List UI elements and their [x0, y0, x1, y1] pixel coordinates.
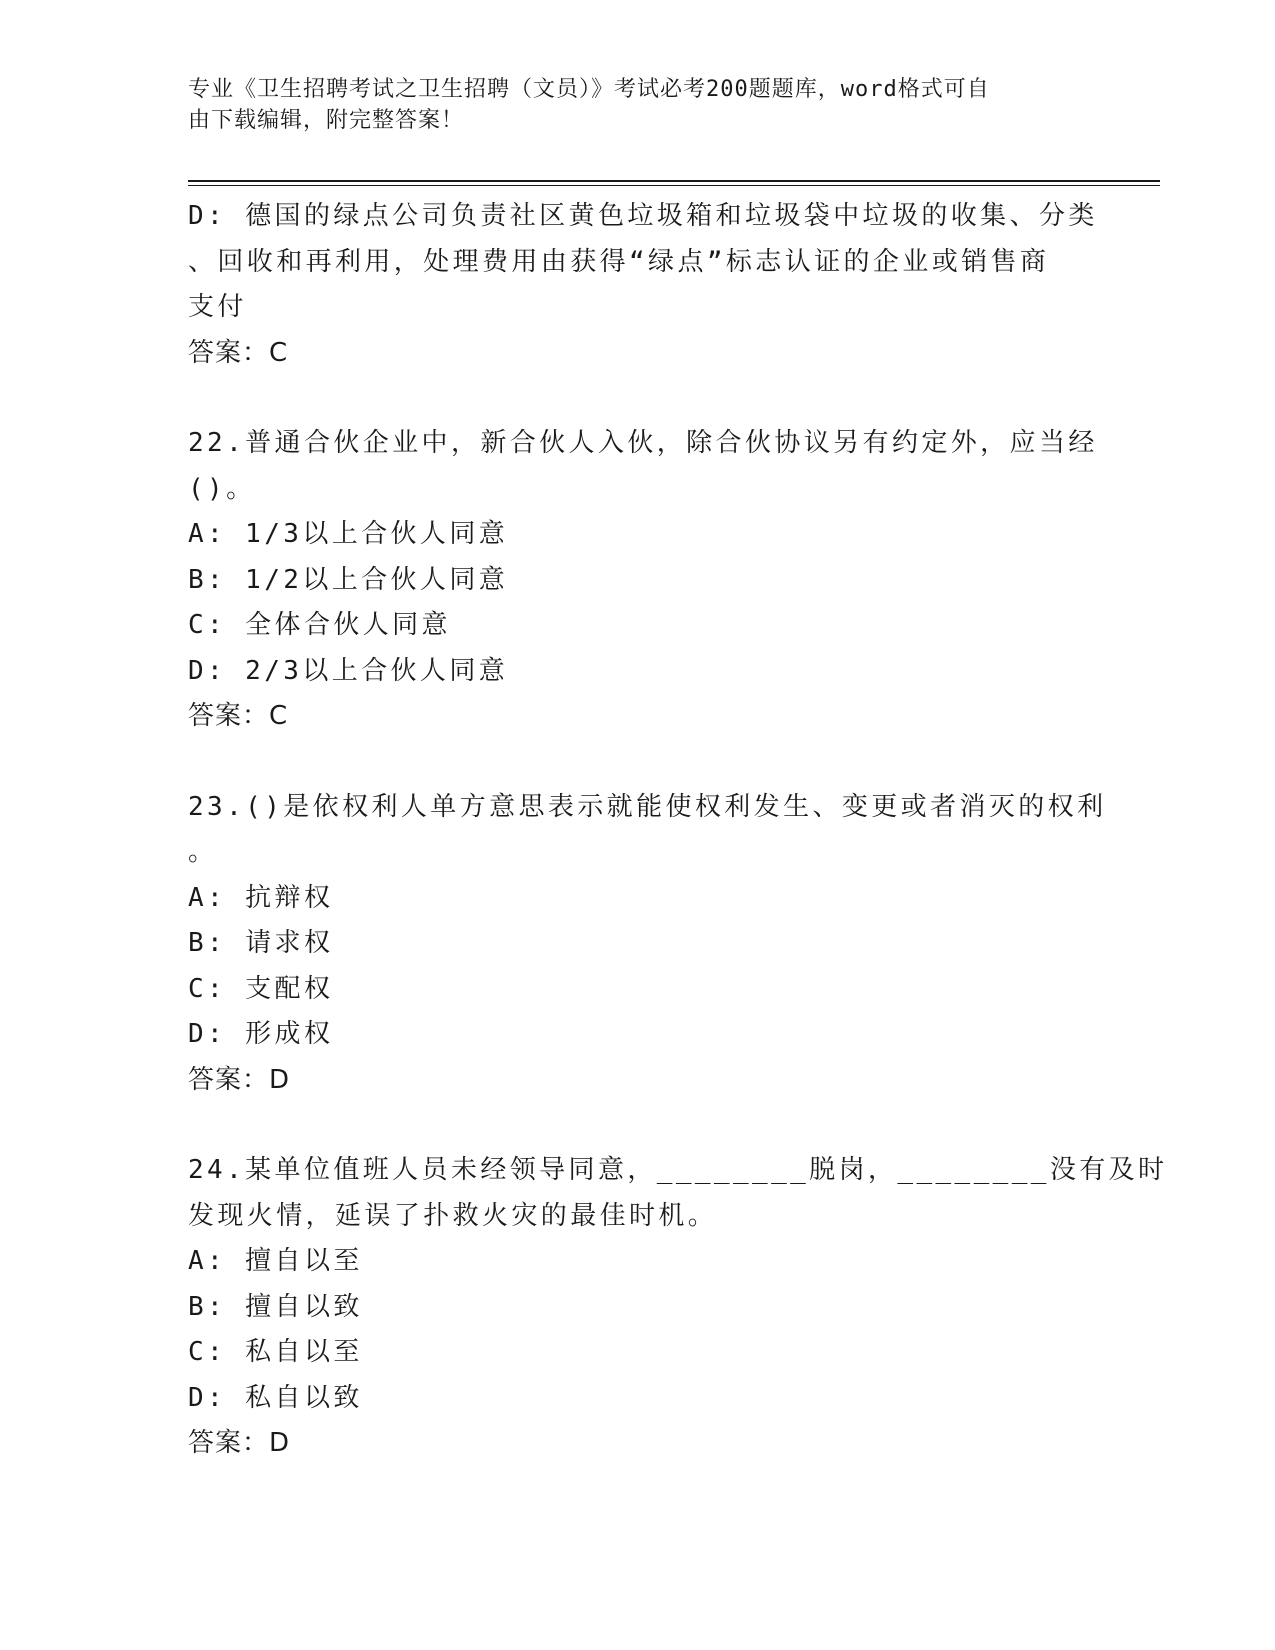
option-a: A: 抗辩权 — [188, 882, 334, 913]
header-line: 专业《卫生招聘考试之卫生招聘（文员）》考试必考200题题库，word格式可自 — [188, 77, 990, 102]
question-stem: 24.某单位值班人员未经领导同意，________脱岗，________没有及时 — [188, 1155, 1168, 1185]
option-b: B: 请求权 — [188, 928, 334, 958]
header-line: 由下载编辑，附完整答案！ — [188, 108, 465, 133]
answer-text: 答案：D — [188, 1064, 291, 1095]
option-c: C: 全体合伙人同意 — [188, 610, 451, 640]
document-header — [188, 74, 1068, 136]
option-d: D: 私自以致 — [188, 1382, 363, 1413]
question-stem: 22.普通合伙企业中，新合伙人入伙，除合伙协议另有约定外，应当经 — [188, 428, 1098, 458]
question-item — [188, 785, 1107, 1104]
option-d: D: 2/3以上合伙人同意 — [188, 655, 509, 686]
spacer — [188, 1103, 1088, 1148]
option-c: C: 支配权 — [188, 973, 334, 1004]
option-b: B: 擅自以致 — [188, 1291, 363, 1322]
question-stem: ()。 — [188, 473, 256, 504]
spacer — [188, 740, 1088, 785]
option-text: D: 德国的绿点公司负责社区黄色垃圾箱和垃圾袋中垃圾的收集、分类 — [188, 201, 1098, 231]
question-stem: 23.()是依权利人单方意思表示就能使权利发生、变更或者消灭的权利 — [188, 791, 1107, 822]
option-text: 支付 — [188, 292, 247, 322]
option-a: A: 擅自以至 — [188, 1246, 363, 1276]
question-list — [188, 194, 1168, 1467]
header-rule-thin — [188, 185, 1160, 186]
option-a: A: 1/3以上合伙人同意 — [188, 519, 509, 549]
header-rule — [188, 180, 1160, 182]
answer-text: 答案：C — [188, 337, 289, 368]
spacer — [188, 376, 1088, 421]
question-item — [188, 421, 1098, 740]
answer-text: 答案：C — [188, 701, 289, 731]
option-d: D: 形成权 — [188, 1019, 334, 1049]
carryover-question — [188, 194, 1098, 376]
question-item — [188, 1148, 1168, 1467]
option-text: 、回收和再利用，处理费用由获得“绿点”标志认证的企业或销售商 — [188, 246, 1050, 277]
option-b: B: 1/2以上合伙人同意 — [188, 564, 509, 595]
answer-text: 答案：D — [188, 1428, 291, 1458]
question-stem: 。 — [188, 837, 218, 867]
question-stem: 发现火情，延误了扑救火灾的最佳时机。 — [188, 1200, 718, 1231]
option-c: C: 私自以至 — [188, 1337, 363, 1367]
